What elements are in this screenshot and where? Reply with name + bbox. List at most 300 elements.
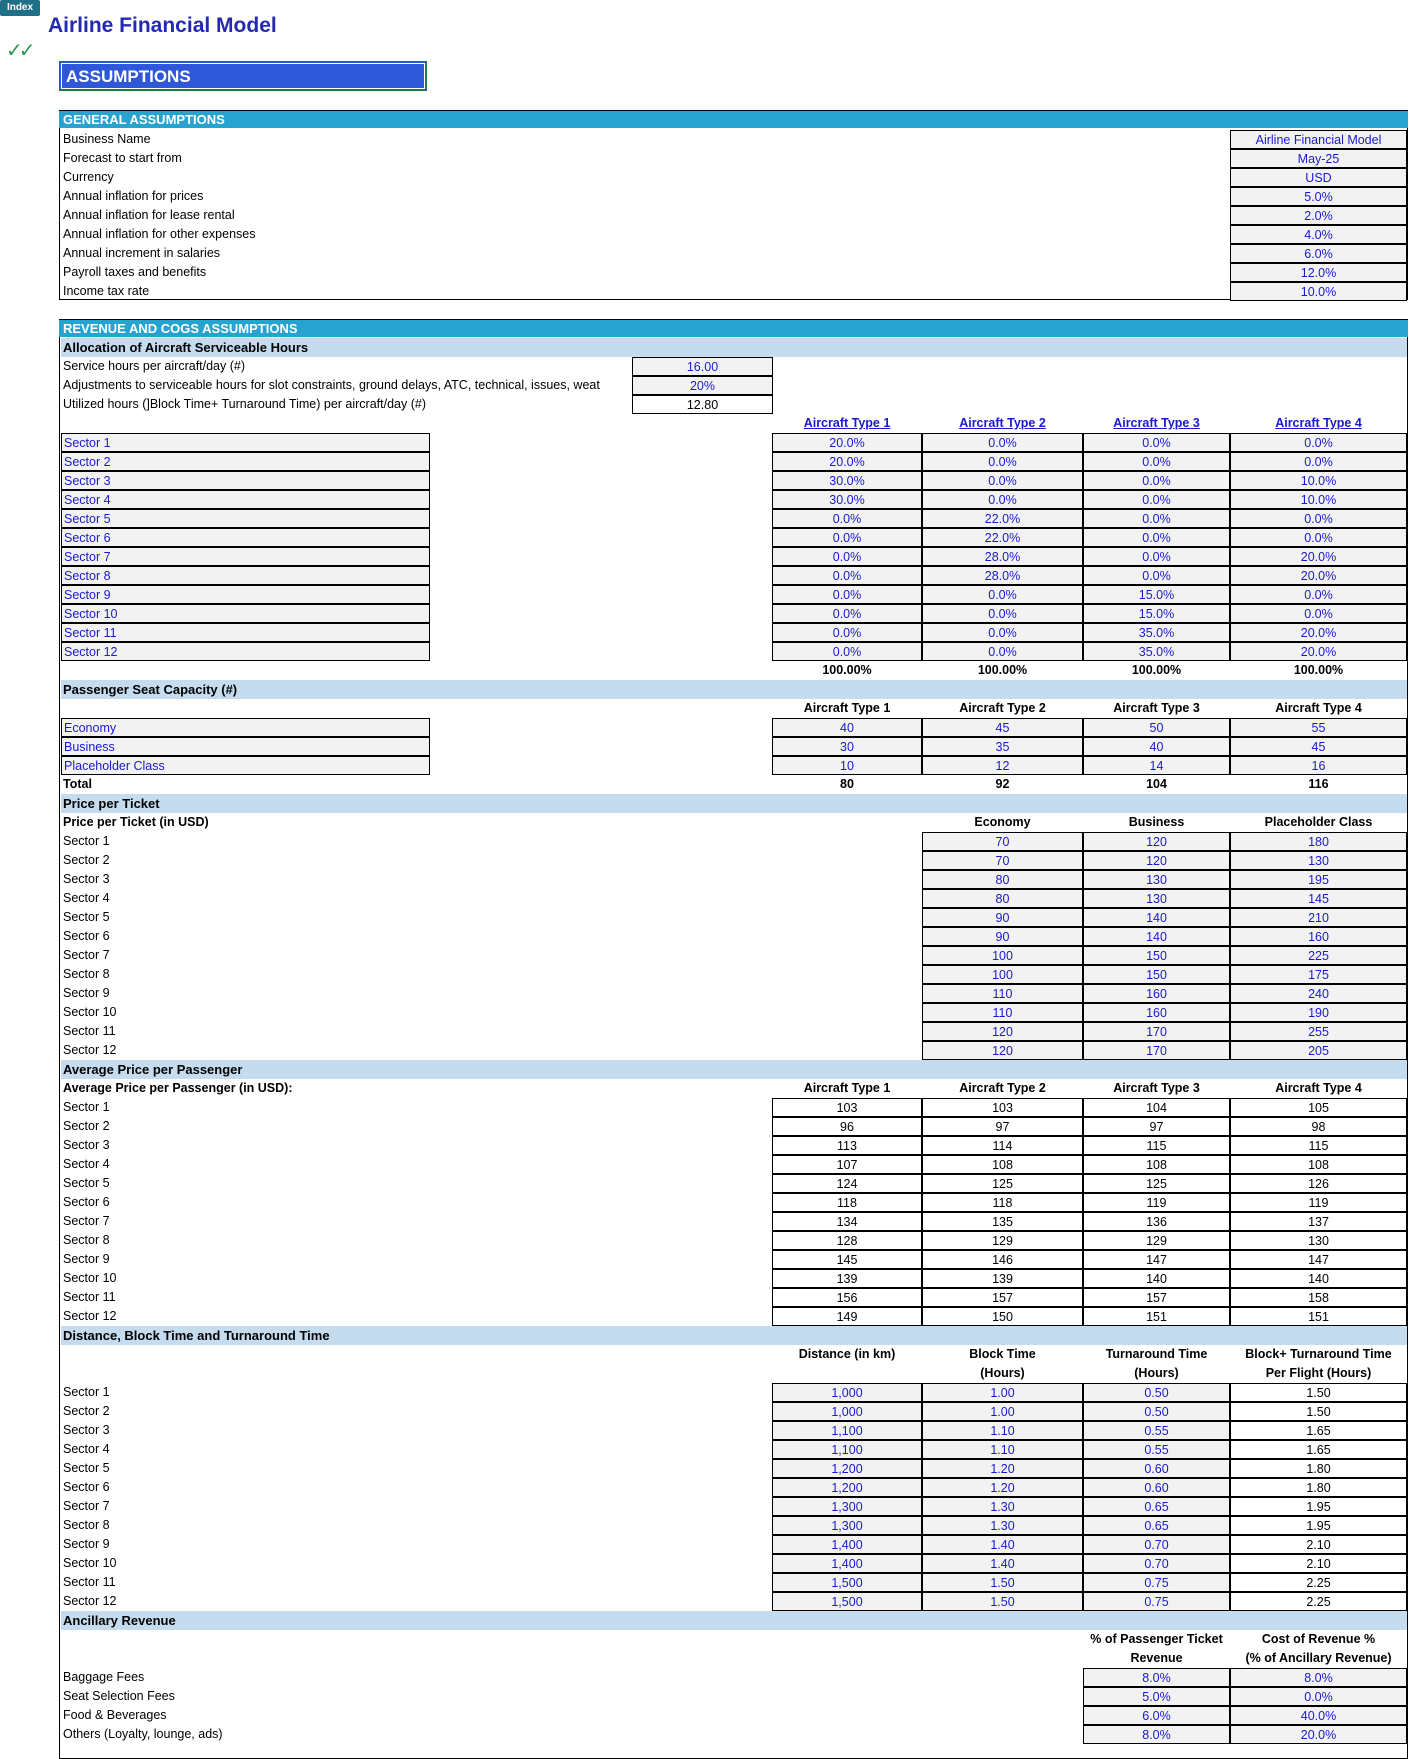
average-price-cell: 147 <box>1230 1250 1407 1269</box>
sector-label[interactable]: Sector 3 <box>61 471 430 490</box>
sector-label[interactable]: Sector 9 <box>61 585 430 604</box>
price-cell[interactable]: 150 <box>1083 965 1230 984</box>
seat-cell[interactable]: 40 <box>1083 737 1230 756</box>
allocation-cell[interactable]: 0.0% <box>922 604 1083 623</box>
distance-cell[interactable]: 0.70 <box>1083 1535 1230 1554</box>
allocation-cell[interactable]: 10.0% <box>1230 490 1407 509</box>
price-cell[interactable]: 70 <box>922 851 1083 870</box>
average-price-cell: 149 <box>772 1307 922 1326</box>
average-price-cell: 108 <box>1230 1155 1407 1174</box>
sector-label[interactable]: Sector 10 <box>61 604 430 623</box>
distance-cell[interactable]: 1,200 <box>772 1459 922 1478</box>
sector-label: Sector 3 <box>63 872 110 886</box>
allocation-cell[interactable]: 0.0% <box>1230 433 1407 452</box>
ancillary-pct-cell[interactable]: 8.0% <box>1083 1668 1230 1687</box>
allocation-cell[interactable]: 20.0% <box>1230 642 1407 661</box>
ancillary-col-subheader: Revenue <box>1130 1651 1183 1665</box>
price-class-header: Economy <box>974 815 1031 829</box>
price-cell[interactable]: 140 <box>1083 908 1230 927</box>
distance-cell[interactable]: 0.55 <box>1083 1421 1230 1440</box>
distance-col-subheader: Per Flight (Hours) <box>1265 1366 1372 1380</box>
distance-cell: 1.65 <box>1230 1421 1407 1440</box>
distance-cell: 2.25 <box>1230 1573 1407 1592</box>
sector-label: Sector 10 <box>63 1005 117 1019</box>
sector-label: Sector 12 <box>63 1043 117 1057</box>
seat-cell[interactable]: 30 <box>772 737 922 756</box>
average-price-cell: 139 <box>922 1269 1083 1288</box>
price-cell[interactable]: 100 <box>922 965 1083 984</box>
price-cell[interactable]: 100 <box>922 946 1083 965</box>
price-cell[interactable]: 170 <box>1083 1041 1230 1060</box>
ancillary-pct-cell[interactable]: 8.0% <box>1083 1725 1230 1744</box>
allocation-cell[interactable]: 0.0% <box>1083 490 1230 509</box>
sector-label: Sector 6 <box>63 929 110 943</box>
distance-cell[interactable]: 1.50 <box>922 1573 1083 1592</box>
aircraft-type-header: Aircraft Type 2 <box>959 1081 1046 1095</box>
price-cell[interactable]: 160 <box>1083 984 1230 1003</box>
general-row-value[interactable]: Airline Financial Model <box>1230 130 1407 149</box>
sector-label: Sector 9 <box>63 1252 110 1266</box>
price-cell[interactable]: 120 <box>922 1041 1083 1060</box>
seat-total: 92 <box>995 777 1010 791</box>
distance-cell[interactable]: 1.40 <box>922 1554 1083 1573</box>
distance-col-subheader: (Hours) <box>980 1366 1025 1380</box>
average-price-cell: 145 <box>772 1250 922 1269</box>
allocation-cell[interactable]: 0.0% <box>922 623 1083 642</box>
allocation-total: 100.00% <box>822 663 872 677</box>
general-row-label: Currency <box>63 170 114 184</box>
sector-label: Sector 5 <box>63 910 110 924</box>
aircraft-type-header[interactable]: Aircraft Type 1 <box>803 416 891 430</box>
distance-cell[interactable]: 0.65 <box>1083 1497 1230 1516</box>
price-cell[interactable]: 80 <box>922 870 1083 889</box>
allocation-cell[interactable]: 0.0% <box>772 623 922 642</box>
allocation-cell[interactable]: 20.0% <box>1230 566 1407 585</box>
distance-cell[interactable]: 1,400 <box>772 1535 922 1554</box>
seat-cell[interactable]: 50 <box>1083 718 1230 737</box>
price-cell[interactable]: 130 <box>1083 870 1230 889</box>
seat-total: 104 <box>1146 777 1167 791</box>
sector-label: Sector 2 <box>63 1119 110 1133</box>
allocation-cell[interactable]: 0.0% <box>772 642 922 661</box>
allocation-cell[interactable]: 0.0% <box>1230 585 1407 604</box>
aircraft-type-header: Aircraft Type 4 <box>1275 1081 1362 1095</box>
distance-cell[interactable]: 1,200 <box>772 1478 922 1497</box>
ancillary-pct-cell[interactable]: 5.0% <box>1083 1687 1230 1706</box>
average-price-sub-label: Average Price per Passenger (in USD): <box>63 1081 293 1095</box>
sector-label[interactable]: Sector 7 <box>61 547 430 566</box>
service-row-value[interactable]: 20% <box>632 376 773 395</box>
average-price-cell: 137 <box>1230 1212 1407 1231</box>
service-row-value[interactable]: 16.00 <box>632 357 773 376</box>
sector-label: Sector 5 <box>63 1461 110 1475</box>
aircraft-type-header[interactable]: Aircraft Type 4 <box>1275 416 1362 430</box>
sector-label: Sector 12 <box>63 1594 117 1608</box>
ancillary-row-label: Food & Beverages <box>63 1708 167 1722</box>
allocation-cell[interactable]: 0.0% <box>1230 528 1407 547</box>
ancillary-cost-cell[interactable]: 40.0% <box>1230 1706 1407 1725</box>
general-assumptions-box <box>59 110 1408 300</box>
distance-col-header: Distance (in km) <box>798 1347 896 1361</box>
distance-cell[interactable]: 1,400 <box>772 1554 922 1573</box>
allocation-total: 100.00% <box>977 663 1028 677</box>
distance-cell: 1.50 <box>1230 1383 1407 1402</box>
allocation-total: 100.00% <box>1293 663 1344 677</box>
sector-label: Sector 5 <box>63 1176 110 1190</box>
general-row-value[interactable]: May-25 <box>1230 149 1407 168</box>
sector-label[interactable]: Sector 12 <box>61 642 430 661</box>
sector-label[interactable]: Sector 5 <box>61 509 430 528</box>
service-row-label: Utilized hours (]Block Time+ Turnaround Time) per aircraft/day (#) <box>63 397 426 411</box>
allocation-cell[interactable]: 0.0% <box>922 642 1083 661</box>
allocation-cell[interactable]: 0.0% <box>772 585 922 604</box>
sector-label[interactable]: Sector 6 <box>61 528 430 547</box>
allocation-cell[interactable]: 30.0% <box>772 471 922 490</box>
average-price-cell: 130 <box>1230 1231 1407 1250</box>
price-cell[interactable]: 160 <box>1083 1003 1230 1022</box>
sector-label: Sector 8 <box>63 1518 110 1532</box>
seat-cell[interactable]: 16 <box>1230 756 1407 775</box>
ancillary-pct-cell[interactable]: 6.0% <box>1083 1706 1230 1725</box>
allocation-cell[interactable]: 22.0% <box>922 528 1083 547</box>
average-price-cell: 107 <box>772 1155 922 1174</box>
general-row-value[interactable]: 6.0% <box>1230 244 1407 263</box>
sector-label: Sector 8 <box>63 1233 110 1247</box>
average-price-cell: 96 <box>772 1117 922 1136</box>
allocation-cell[interactable]: 0.0% <box>1083 433 1230 452</box>
ancillary-col-subheader: (% of Ancillary Revenue) <box>1245 1651 1392 1665</box>
average-price-cell: 98 <box>1230 1117 1407 1136</box>
price-class-header: Business <box>1128 815 1185 829</box>
average-price-cell: 114 <box>922 1136 1083 1155</box>
general-row-value[interactable]: 2.0% <box>1230 206 1407 225</box>
seat-total-label: Total <box>63 777 92 791</box>
seat-cell[interactable]: 35 <box>922 737 1083 756</box>
price-cell[interactable]: 210 <box>1230 908 1407 927</box>
seat-capacity-subheader: Passenger Seat Capacity (#) <box>61 680 1407 699</box>
distance-cell[interactable]: 1,500 <box>772 1592 922 1611</box>
index-tab[interactable]: Index <box>0 0 40 16</box>
distance-cell[interactable]: 1,300 <box>772 1497 922 1516</box>
aircraft-type-header[interactable]: Aircraft Type 3 <box>1113 416 1200 430</box>
average-price-cell: 119 <box>1083 1193 1230 1212</box>
price-cell[interactable]: 190 <box>1230 1003 1407 1022</box>
allocation-total: 100.00% <box>1131 663 1182 677</box>
average-price-cell: 147 <box>1083 1250 1230 1269</box>
allocation-cell[interactable]: 20.0% <box>772 452 922 471</box>
average-price-cell: 104 <box>1083 1098 1230 1117</box>
general-row-label: Income tax rate <box>63 284 150 298</box>
distance-cell[interactable]: 0.55 <box>1083 1440 1230 1459</box>
allocation-cell[interactable]: 0.0% <box>1230 452 1407 471</box>
average-price-cell: 136 <box>1083 1212 1230 1231</box>
general-row-label: Payroll taxes and benefits <box>63 265 207 279</box>
distance-cell[interactable]: 0.65 <box>1083 1516 1230 1535</box>
distance-cell: 1.95 <box>1230 1516 1407 1535</box>
distance-cell: 1.95 <box>1230 1497 1407 1516</box>
average-price-cell: 108 <box>1083 1155 1230 1174</box>
allocation-cell[interactable]: 0.0% <box>1083 509 1230 528</box>
allocation-cell[interactable]: 20.0% <box>772 433 922 452</box>
seat-total: 116 <box>1308 777 1329 791</box>
assumptions-cell[interactable]: ASSUMPTIONS <box>59 61 427 91</box>
sector-label: Sector 10 <box>63 1271 117 1285</box>
average-price-cell: 157 <box>922 1288 1083 1307</box>
price-cell[interactable]: 145 <box>1230 889 1407 908</box>
distance-cell[interactable]: 1.10 <box>922 1440 1083 1459</box>
general-row-label: Business Name <box>63 132 151 146</box>
distance-cell[interactable]: 1.30 <box>922 1497 1083 1516</box>
seat-class-label[interactable]: Business <box>61 737 430 756</box>
allocation-cell[interactable]: 0.0% <box>1083 566 1230 585</box>
price-cell[interactable]: 140 <box>1083 927 1230 946</box>
distance-cell[interactable]: 1.20 <box>922 1478 1083 1497</box>
seat-cell[interactable]: 10 <box>772 756 922 775</box>
general-assumptions-header: GENERAL ASSUMPTIONS <box>59 110 1408 128</box>
price-cell[interactable]: 175 <box>1230 965 1407 984</box>
distance-cell[interactable]: 1.10 <box>922 1421 1083 1440</box>
price-cell[interactable]: 90 <box>922 908 1083 927</box>
price-cell[interactable]: 130 <box>1230 851 1407 870</box>
ancillary-subheader: Ancillary Revenue <box>61 1611 1407 1630</box>
sector-label: Sector 4 <box>63 891 110 905</box>
general-row-label: Annual inflation for other expenses <box>63 227 256 241</box>
distance-cell: 1.65 <box>1230 1440 1407 1459</box>
allocation-cell[interactable]: 0.0% <box>1083 528 1230 547</box>
distance-cell[interactable]: 1,100 <box>772 1421 922 1440</box>
average-price-cell: 126 <box>1230 1174 1407 1193</box>
distance-cell: 1.80 <box>1230 1478 1407 1497</box>
seat-total: 80 <box>840 777 854 791</box>
distance-cell[interactable]: 0.75 <box>1083 1573 1230 1592</box>
service-row-value[interactable]: 12.80 <box>632 395 773 414</box>
general-row-label: Annual increment in salaries <box>63 246 221 260</box>
price-subheader: Price per Ticket <box>61 794 1407 813</box>
average-price-cell: 115 <box>1083 1136 1230 1155</box>
distance-cell[interactable]: 1.20 <box>922 1459 1083 1478</box>
average-price-cell: 124 <box>772 1174 922 1193</box>
price-cell[interactable]: 180 <box>1230 832 1407 851</box>
seat-cell[interactable]: 55 <box>1230 718 1407 737</box>
distance-cell[interactable]: 1,000 <box>772 1383 922 1402</box>
average-price-cell: 108 <box>922 1155 1083 1174</box>
distance-cell[interactable]: 0.50 <box>1083 1383 1230 1402</box>
price-cell[interactable]: 120 <box>1083 832 1230 851</box>
allocation-cell[interactable]: 0.0% <box>1083 452 1230 471</box>
distance-cell[interactable]: 1,100 <box>772 1440 922 1459</box>
sector-label: Sector 11 <box>63 1024 116 1038</box>
allocation-cell[interactable]: 0.0% <box>922 452 1083 471</box>
sector-label: Sector 4 <box>63 1157 110 1171</box>
ancillary-col-header: Cost of Revenue % <box>1261 1632 1376 1646</box>
sector-label: Sector 12 <box>63 1309 117 1323</box>
price-cell[interactable]: 90 <box>922 927 1083 946</box>
sector-label: Sector 1 <box>63 834 110 848</box>
sector-label[interactable]: Sector 11 <box>61 623 430 642</box>
ancillary-row-label: Others (Loyalty, lounge, ads) <box>63 1727 223 1741</box>
allocation-cell[interactable]: 0.0% <box>922 490 1083 509</box>
seat-cell[interactable]: 12 <box>922 756 1083 775</box>
general-row-value[interactable]: USD <box>1230 168 1407 187</box>
sector-label: Sector 9 <box>63 1537 110 1551</box>
price-cell[interactable]: 120 <box>922 1022 1083 1041</box>
page-title: Airline Financial Model <box>48 14 277 37</box>
allocation-cell[interactable]: 10.0% <box>1230 471 1407 490</box>
average-price-cell: 150 <box>922 1307 1083 1326</box>
price-cell[interactable]: 160 <box>1230 927 1407 946</box>
price-cell[interactable]: 80 <box>922 889 1083 908</box>
distance-cell: 2.10 <box>1230 1554 1407 1573</box>
allocation-cell[interactable]: 15.0% <box>1083 585 1230 604</box>
average-price-cell: 156 <box>772 1288 922 1307</box>
sector-label: Sector 2 <box>63 853 110 867</box>
allocation-cell[interactable]: 20.0% <box>1230 623 1407 642</box>
allocation-cell[interactable]: 35.0% <box>1083 642 1230 661</box>
allocation-cell[interactable]: 20.0% <box>1230 547 1407 566</box>
seat-cell[interactable]: 40 <box>772 718 922 737</box>
distance-cell[interactable]: 0.70 <box>1083 1554 1230 1573</box>
distance-col-subheader <box>772 1364 922 1383</box>
distance-cell[interactable]: 1.50 <box>922 1592 1083 1611</box>
distance-cell: 1.50 <box>1230 1402 1407 1421</box>
average-price-cell: 125 <box>922 1174 1083 1193</box>
allocation-cell[interactable]: 0.0% <box>922 471 1083 490</box>
allocation-cell[interactable]: 15.0% <box>1083 604 1230 623</box>
aircraft-type-header[interactable]: Aircraft Type 2 <box>959 416 1046 430</box>
sector-label: Sector 11 <box>63 1290 116 1304</box>
distance-cell[interactable]: 0.60 <box>1083 1459 1230 1478</box>
distance-col-header: Block Time <box>969 1347 1036 1361</box>
price-cell[interactable]: 225 <box>1230 946 1407 965</box>
aircraft-type-header: Aircraft Type 3 <box>1113 701 1200 715</box>
ancillary-cost-cell[interactable]: 8.0% <box>1230 1668 1407 1687</box>
general-row-value[interactable]: 5.0% <box>1230 187 1407 206</box>
general-row-value[interactable]: 4.0% <box>1230 225 1407 244</box>
price-class-header: Placeholder Class <box>1264 815 1373 829</box>
allocation-cell[interactable]: 0.0% <box>1230 509 1407 528</box>
allocation-cell[interactable]: 0.0% <box>1230 604 1407 623</box>
allocation-cell[interactable]: 0.0% <box>1083 471 1230 490</box>
price-cell[interactable]: 195 <box>1230 870 1407 889</box>
double-check-icon: ✓✓ <box>6 40 32 62</box>
distance-cell[interactable]: 1.30 <box>922 1516 1083 1535</box>
average-price-cell: 115 <box>1230 1136 1407 1155</box>
sector-label: Sector 3 <box>63 1423 110 1437</box>
price-cell[interactable]: 205 <box>1230 1041 1407 1060</box>
price-cell[interactable]: 110 <box>922 984 1083 1003</box>
aircraft-type-header: Aircraft Type 3 <box>1113 1081 1200 1095</box>
price-cell[interactable]: 70 <box>922 832 1083 851</box>
ancillary-cost-cell[interactable]: 0.0% <box>1230 1687 1407 1706</box>
sector-label[interactable]: Sector 1 <box>61 433 430 452</box>
ancillary-col-header: % of Passenger Ticket <box>1090 1632 1223 1646</box>
average-price-cell: 105 <box>1230 1098 1407 1117</box>
average-price-cell: 134 <box>772 1212 922 1231</box>
ancillary-row-label: Seat Selection Fees <box>63 1689 175 1703</box>
sector-label: Sector 10 <box>63 1556 117 1570</box>
price-cell[interactable]: 130 <box>1083 889 1230 908</box>
seat-class-label[interactable]: Placeholder Class <box>61 756 430 775</box>
seat-cell[interactable]: 45 <box>1230 737 1407 756</box>
ancillary-cost-cell[interactable]: 20.0% <box>1230 1725 1407 1744</box>
allocation-cell[interactable]: 0.0% <box>772 566 922 585</box>
average-price-cell: 118 <box>922 1193 1083 1212</box>
distance-cell[interactable]: 0.75 <box>1083 1592 1230 1611</box>
allocation-cell[interactable]: 22.0% <box>922 509 1083 528</box>
distance-cell[interactable]: 1,500 <box>772 1573 922 1592</box>
distance-cell[interactable]: 1.00 <box>922 1383 1083 1402</box>
price-cell[interactable]: 240 <box>1230 984 1407 1003</box>
price-cell[interactable]: 255 <box>1230 1022 1407 1041</box>
price-cell[interactable]: 170 <box>1083 1022 1230 1041</box>
aircraft-type-header: Aircraft Type 1 <box>803 701 891 715</box>
seat-class-label[interactable]: Economy <box>61 718 430 737</box>
distance-cell[interactable]: 1,000 <box>772 1402 922 1421</box>
allocation-cell[interactable]: 0.0% <box>772 604 922 623</box>
average-price-cell: 140 <box>1083 1269 1230 1288</box>
distance-cell[interactable]: 0.50 <box>1083 1402 1230 1421</box>
sector-label: Sector 4 <box>63 1442 110 1456</box>
allocation-subheader: Allocation of Aircraft Serviceable Hours <box>61 338 1407 357</box>
distance-cell[interactable]: 1.00 <box>922 1402 1083 1421</box>
allocation-cell[interactable]: 30.0% <box>772 490 922 509</box>
average-price-cell: 97 <box>1083 1117 1230 1136</box>
allocation-cell[interactable]: 0.0% <box>922 433 1083 452</box>
sector-label[interactable]: Sector 2 <box>61 452 430 471</box>
revenue-assumptions-header: REVENUE AND COGS ASSUMPTIONS <box>59 319 1408 337</box>
aircraft-type-header: Aircraft Type 1 <box>803 1081 891 1095</box>
average-price-cell: 157 <box>1083 1288 1230 1307</box>
distance-cell[interactable]: 1.40 <box>922 1535 1083 1554</box>
price-cell[interactable]: 110 <box>922 1003 1083 1022</box>
sector-label: Sector 7 <box>63 948 110 962</box>
sector-label: Sector 2 <box>63 1404 110 1418</box>
seat-cell[interactable]: 45 <box>922 718 1083 737</box>
allocation-cell[interactable]: 0.0% <box>1083 547 1230 566</box>
average-price-cell: 151 <box>1083 1307 1230 1326</box>
allocation-cell[interactable]: 0.0% <box>772 528 922 547</box>
aircraft-type-header: Aircraft Type 2 <box>959 701 1046 715</box>
distance-cell[interactable]: 0.60 <box>1083 1478 1230 1497</box>
average-price-cell: 139 <box>772 1269 922 1288</box>
allocation-cell[interactable]: 0.0% <box>922 585 1083 604</box>
service-row-label: Service hours per aircraft/day (#) <box>63 359 246 373</box>
allocation-cell[interactable]: 0.0% <box>772 509 922 528</box>
general-row-label: Annual inflation for prices <box>63 189 204 203</box>
allocation-cell[interactable]: 0.0% <box>772 547 922 566</box>
average-price-cell: 151 <box>1230 1307 1407 1326</box>
average-price-cell: 158 <box>1230 1288 1407 1307</box>
general-row-value[interactable]: 10.0% <box>1230 282 1407 301</box>
allocation-cell[interactable]: 28.0% <box>922 547 1083 566</box>
allocation-cell[interactable]: 35.0% <box>1083 623 1230 642</box>
sector-label: Sector 3 <box>63 1138 110 1152</box>
average-price-cell: 97 <box>922 1117 1083 1136</box>
seat-cell[interactable]: 14 <box>1083 756 1230 775</box>
price-cell[interactable]: 120 <box>1083 851 1230 870</box>
general-row-value[interactable]: 12.0% <box>1230 263 1407 282</box>
price-cell[interactable]: 150 <box>1083 946 1230 965</box>
allocation-cell[interactable]: 28.0% <box>922 566 1083 585</box>
sector-label[interactable]: Sector 8 <box>61 566 430 585</box>
average-price-cell: 103 <box>772 1098 922 1117</box>
distance-col-header: Turnaround Time <box>1105 1347 1208 1361</box>
sector-label: Sector 6 <box>63 1480 110 1494</box>
average-price-cell: 113 <box>772 1136 922 1155</box>
general-row-label: Forecast to start from <box>63 151 182 165</box>
sector-label[interactable]: Sector 4 <box>61 490 430 509</box>
distance-cell[interactable]: 1,300 <box>772 1516 922 1535</box>
